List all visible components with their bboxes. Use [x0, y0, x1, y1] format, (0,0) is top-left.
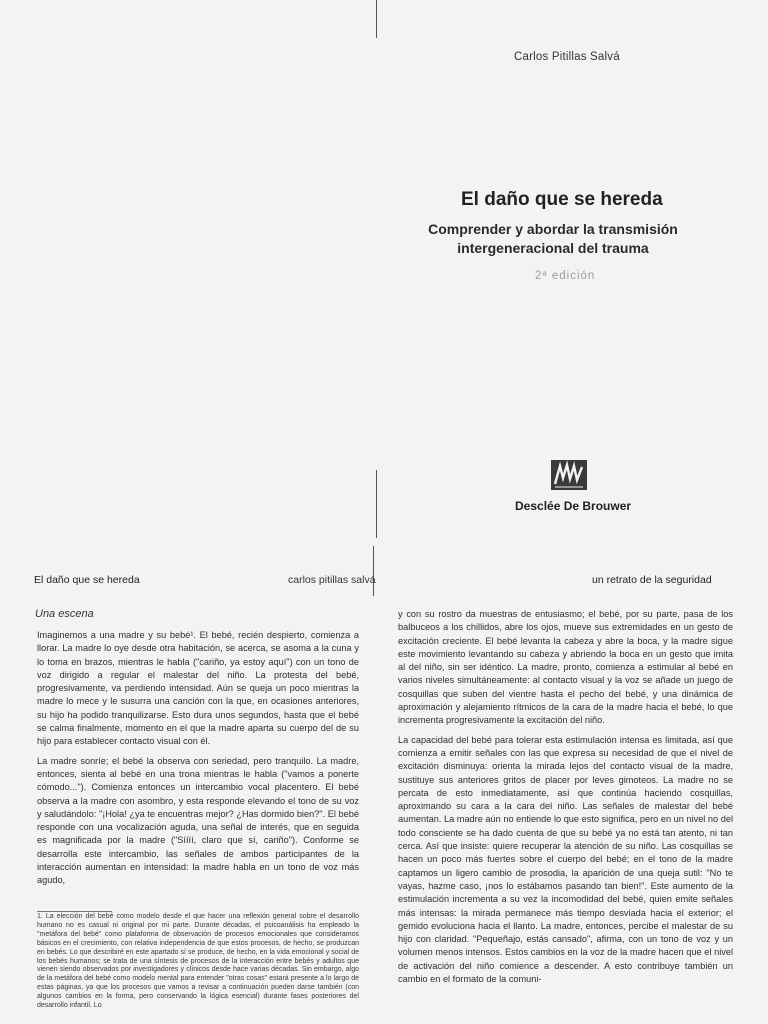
right-page-body [398, 608, 733, 992]
running-title-right: un retrato de la seguridad [592, 574, 712, 586]
section-heading: Una escena [35, 608, 94, 620]
running-author-left: carlos pitillas salvá [288, 574, 376, 586]
cover-title: El daño que se hereda [461, 189, 663, 210]
fold-mark-middle [376, 470, 377, 538]
right-paragraph-1: y con su rostro da muestras de entusiasmo; el bebé, por su parte, pasa de los balbuceos a los chillidos, abre los ojos, mueve sus extremidades en un gesto de excitación creciente. El bebé levanta la cabeza y abre la boca, y la madre sigue este movimiento levantando su cabeza y abriendo la boca en un gesto que imita al del niño, sin ser idéntico. La madre, pronto, comienza a estimular al bebé en varios niveles simultáneamente: al contacto visual y la voz se añade un juego de cosquillas que suben del vientre hasta el pecho del bebé, y una dinámica de aproximación y alejamiento rítmicos de la cara de la madre hacia el bebé, lo que incrementa progresivamente la excitación del niño. [398, 609, 733, 726]
cover-author: Carlos Pitillas Salvá [514, 51, 620, 63]
cover-subtitle [403, 220, 703, 258]
fold-mark-lower [373, 546, 374, 596]
publisher-logo-icon [551, 460, 587, 490]
cover-edition: 2ª edición [535, 270, 596, 282]
footnote: 1. La elección del bebé como modelo desde el que hacer una reflexión general sobre el desarrollo humano no es casual ni original por mi parte. Durante décadas, el psicoanálisis ha empleado la "metáfora del bebé" como plataforma de observación de procesos emocionales que consideramos básicos en el crecimiento, con relativa independencia de que estos procesos, de hecho, se produzcan en bebés. Lo que describiré en este apartado sí se produce, de hecho, en la vida emocional y social de los bebés humanos; se trata de una síntesis de procesos de la interacción entre bebés y adultos que vienen siendo observados por investigadores y clínicos desde hace varias décadas. Sin embargo, algo de la metáfora del bebé como modelo mental para entender "otras cosas" estará presente a lo largo de estas páginas, ya que los procesos que vamos a revisar a continuación pueden darse también (con algunos cambios en la forma, pero conservando la lógica esencial) durante fases posteriores del desarrollo infantil. Lo [37, 913, 359, 1010]
publisher-name: Desclée De Brouwer [515, 499, 632, 513]
cover-subtitle-line1: Comprender y abordar la transmisión [428, 221, 678, 237]
cover-subtitle-line2: intergeneracional del trauma [457, 240, 649, 256]
right-paragraph-2: La capacidad del bebé para tolerar esta estimulación intensa es limitada, así que comienza a emitir señales con las que expresa su necesidad de que el nivel de excitación disminuya: orienta la mirada lejos del contacto visual de la madre, sustituye sus anteriores gritos de placer por leves gimoteos. La madre no se percata de esto inmediatamente, así que continúa haciendo cosquillas, aproximando su cara a la cara del niño. Las señales de malestar del bebé aumentan. La madre aún no entiende lo que esto significa, pero en un nivel no del todo consciente se ha dado cuenta de que su bebé ya no está tan atento, ni tan cerca. Así que insiste: quiere recuperar la atención de su niño. Las cosquillas se hacen un poco más fuertes sobre el cuerpo del bebé; en el tono de la madre captamos un ligero cambio de prosodia, la aparición de una queja sutil: "No te vayas, hazme caso, ¡nos lo estábamos pasando tan bien!". Este aumento de la estimulación incrementa a su vez la incomodidad del bebé, quien emite señales más intensas: la mirada permanece más tiempo desviada hacia el exterior; el gemido evoluciona hacia el llanto. La madre, entonces, percibe el malestar de su hijo con claridad. "Pequeñajo, estás cansado", afirma, con un tono de voz y un volumen menos intensos. Estos cambios en la voz de la madre hacen que el nivel de activación del niño comience a descender. A esto contribuye también un cambio en el formato de la comuni- [398, 734, 733, 985]
fold-mark-top [376, 0, 377, 38]
footnote-divider [37, 911, 112, 912]
left-page-body [37, 629, 359, 894]
running-title-left: El daño que se hereda [34, 574, 140, 586]
left-paragraph-2: La madre sonríe; el bebé la observa con seriedad, pero tranquilo. La madre, entonces, sienta al bebé en una trona mientras le habla ("vamos a ponerte cómodo..."). Comienza entonces un intercambio vocal placentero. El bebé observa a la madre con asombro, y esta responde elevando el tono de su voz y saludándolo: "¡Hola! ¿ya te encuentras mejor? ¿Has dormido bien?". El bebé responde con una vocalización aguda, una señal de interés, que en seguida es magnificada por la madre ("Síííí, claro que sí, cariño"). Conforme se desarrolla este intercambio, las señales de ambos participantes de la interacción aumentan en intensidad: la madre habla en un tono de voz más agudo, [37, 755, 359, 886]
left-paragraph-1: Imaginemos a una madre y su bebé¹. El bebé, recién despierto, comienza a llorar. La madre lo oye desde otra habitación, se acerca, se asoma a la cuna y lo toma en brazos, mientras le habla ("cariño, ya estoy aquí") con un tono de voz dirigido a regular el malestar del niño. La protesta del bebé, progresivamente, va perdiendo intensidad. Aún se queja un poco mientras la madre lo mece y le susurra una canción con la que, en ocasiones anteriores, su hijo ha podido tranquilizarse. Esto dura unos segundos, hasta que el bebé se calma finalmente, momento en el que la madre aparta su cuerpo del de su hijo para establecer contacto visual con él. [37, 630, 359, 747]
